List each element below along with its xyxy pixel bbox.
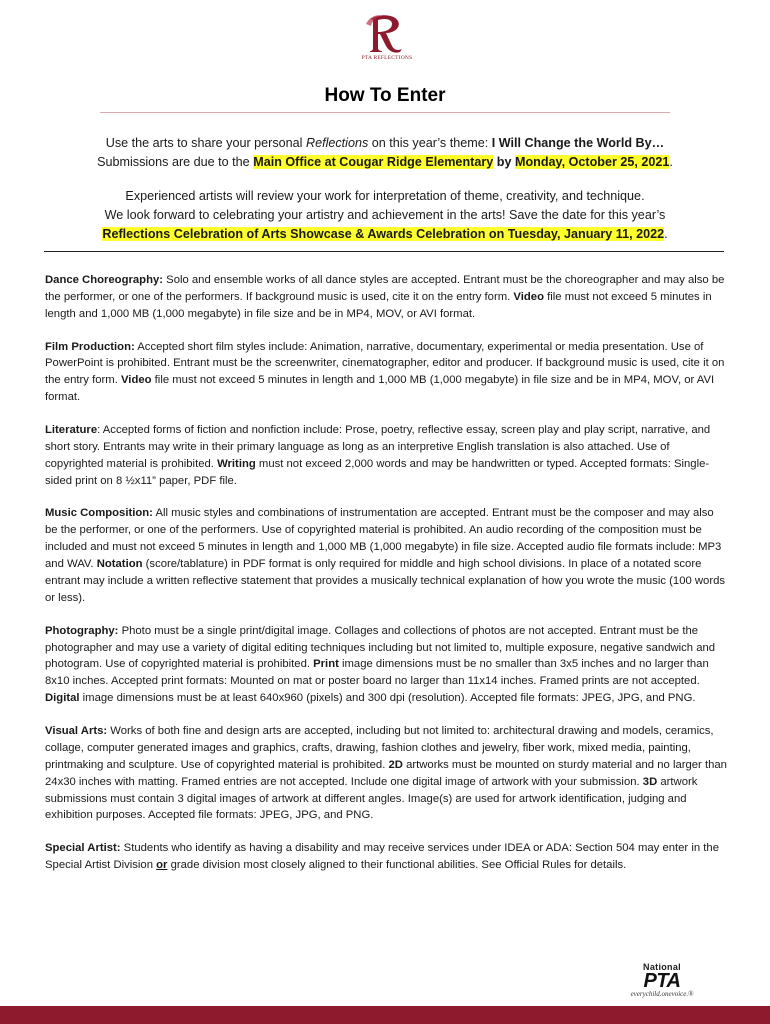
section-title: Literature [45,423,98,436]
section-text: artworks must be mounted on sturdy material and no larger than 24x30 inches with matting. Framed entries are not accepted. Include one digital image of artwork with your submission. [45,758,727,788]
section-text: artwork submissions must contain 3 digital images of artwork at different angles. Image(s) are used for artwork identification, judging and exhibition purposes. Accepted file formats: JPEG, JPG, and PNG. [45,775,698,822]
intro-paragraph-1 [30,134,740,172]
section-title: Photography: [45,624,119,637]
section-text: image dimensions must be no smaller than 3x5 inches and no larger than 8x10 inches. Accepted print formats: Mounted on mat or poster board no larger than 11x14 inches. Framed prints are not accepted. [45,658,709,688]
intro-text: . [669,155,673,169]
celebration-date-highlight: Reflections Celebration of Arts Showcase & Awards Celebration on Tuesday, January 11, 2022 [102,227,665,241]
section-text: file must not exceed 5 minutes in length and 1,000 MB (1,000 megabyte) in file size and be in MP4, MOV, or AVI format. [45,290,712,320]
reflections-emphasis: Reflections [305,136,369,150]
pta-national-text: National [643,962,681,972]
special-artist-section [45,840,727,874]
pta-tagline: everychild.onevoice.® [630,990,694,998]
dance-section [45,272,727,323]
due-date-highlight: Monday, October 25, 2021 [514,155,670,169]
intro-line-1 [30,134,740,153]
keyword: Notation [96,558,143,571]
section-title: Visual Arts: [45,724,108,737]
section-text: Photo must be a single print/digital image. Collages and collections of photos are not accepted. Entrant must be the photographer and may use a variety of digital editing techniques including but not limited to, multiple exposure, negative sandwich and photogram. Use of copyrighted material is prohibited. [45,624,716,671]
section-text: image dimensions must be at least 640x960 (pixels) and 300 dpi (resolution). Accepted file formats: JPEG, JPG, and PNG. [79,692,696,705]
intro-text: Submissions are due to the [97,155,254,169]
visual-arts-section [45,723,727,824]
film-section [45,339,727,407]
national-pta-logo [612,962,712,998]
underlined-keyword: or [156,859,168,872]
section-text: Solo and ensemble works of all dance styles are accepted. Entrant must be the choreographer and may also be the performer, or one of the performers. If background music is used, cite it on the entry form. [45,274,725,303]
intro-paragraph-2 [30,187,740,244]
section-text: must not exceed 2,000 words and may be handwritten or typed. Accepted formats: Single-sided print on 8 ½x11” paper, PDF file. [45,457,710,487]
keyword: 2D [388,758,403,771]
theme-text: I Will Change the World By… [491,136,665,150]
section-text: (score/tablature) in PDF format is only required for middle and high school divisions. In place of a notated score entrant may include a written reflective statement that provides a musically technical explanation of how you wrote the music (100 words or less). [45,558,726,604]
reflections-r-icon [364,12,410,54]
keyword: Digital [45,692,80,705]
music-section [45,505,727,606]
intro-text: on this year’s theme: [368,136,492,150]
intro-text: Use the arts to share your personal [105,136,306,150]
intro-line-4: We look forward to celebrating your artistry and achievement in the arts! Save the date for this year’s [104,208,666,222]
intro-text: . [664,227,668,241]
logo-caption: PTA REFLECTIONS [361,55,413,61]
section-title: Dance Choreography: [45,274,164,286]
section-text: Students who identify as having a disability and may receive services under IDEA or ADA: Section 504 may enter in the Special Artist Division [45,842,719,872]
section-text: Accepted short film styles include: Animation, narrative, documentary, experimental or media presentation. Use of PowerPoint is prohibited. Entrant must be the screenwriter, cinematographer, editor and producer. If background music is used, cite it on the entry form. [45,340,725,387]
keyword: Writing [217,457,256,470]
section-text: Works of both fine and design arts are accepted, including but not limited to: architectural drawing and models, ceramics, collage, computer generated images and graphics, crafts, drawing, fashion clothes and jewelry, fiber work, mixed media, painting, printmaking and sculpture. Use of copyrighted material is prohibited. [45,724,714,771]
submission-location-highlight: Main Office at Cougar Ridge Elementary [253,155,494,169]
keyword: Video [120,374,152,387]
section-text: grade division most closely aligned to their functional abilities. See Official Rules for details. [167,859,627,872]
keyword: Video [513,290,544,303]
keyword: 3D [642,775,658,788]
section-text: file must not exceed 5 minutes in length and 1,000 MB (1,000 megabyte) in file size and be in MP4, MOV, or AVI format. [45,374,715,404]
pta-wordmark: PTA [643,970,681,992]
section-text: : Accepted forms of fiction and nonfiction include: Prose, poetry, reflective essay, screen play and play script, narrative, and short story. Entrants may write in their primary language as long as an interpretive English translation is also attached. Use of copyrighted material is prohibited. [45,423,711,470]
intro-line-3: Experienced artists will review your work for interpretation of theme, creativity, and technique. [125,189,645,203]
title-divider [100,112,670,113]
section-title: Film Production: [45,340,135,353]
keyword: Print [313,658,339,671]
literature-section [45,422,727,490]
page-title: How To Enter [324,85,446,106]
intro-text: by [493,155,515,169]
photography-section [45,623,727,708]
intro-line-2 [30,153,740,172]
pta-reflections-logo [355,12,419,64]
section-title: Special Artist: [45,842,121,855]
intro-line-5 [30,225,740,244]
footer-bar [0,1006,770,1024]
section-divider [44,251,724,252]
section-title: Music Composition: [45,507,153,520]
category-list [45,272,727,890]
section-text: All music styles and combinations of instrumentation are accepted. Entrant must be the composer and may also be the performer, or one of the performers. Use of copyrighted material is prohibited. An audio recording of the composition must be included and must not exceed 5 minutes in length and 1,000 MB (1,000 megabyte) in file size. Accepted audio file formats include: MP3 and WAV. [45,507,722,571]
